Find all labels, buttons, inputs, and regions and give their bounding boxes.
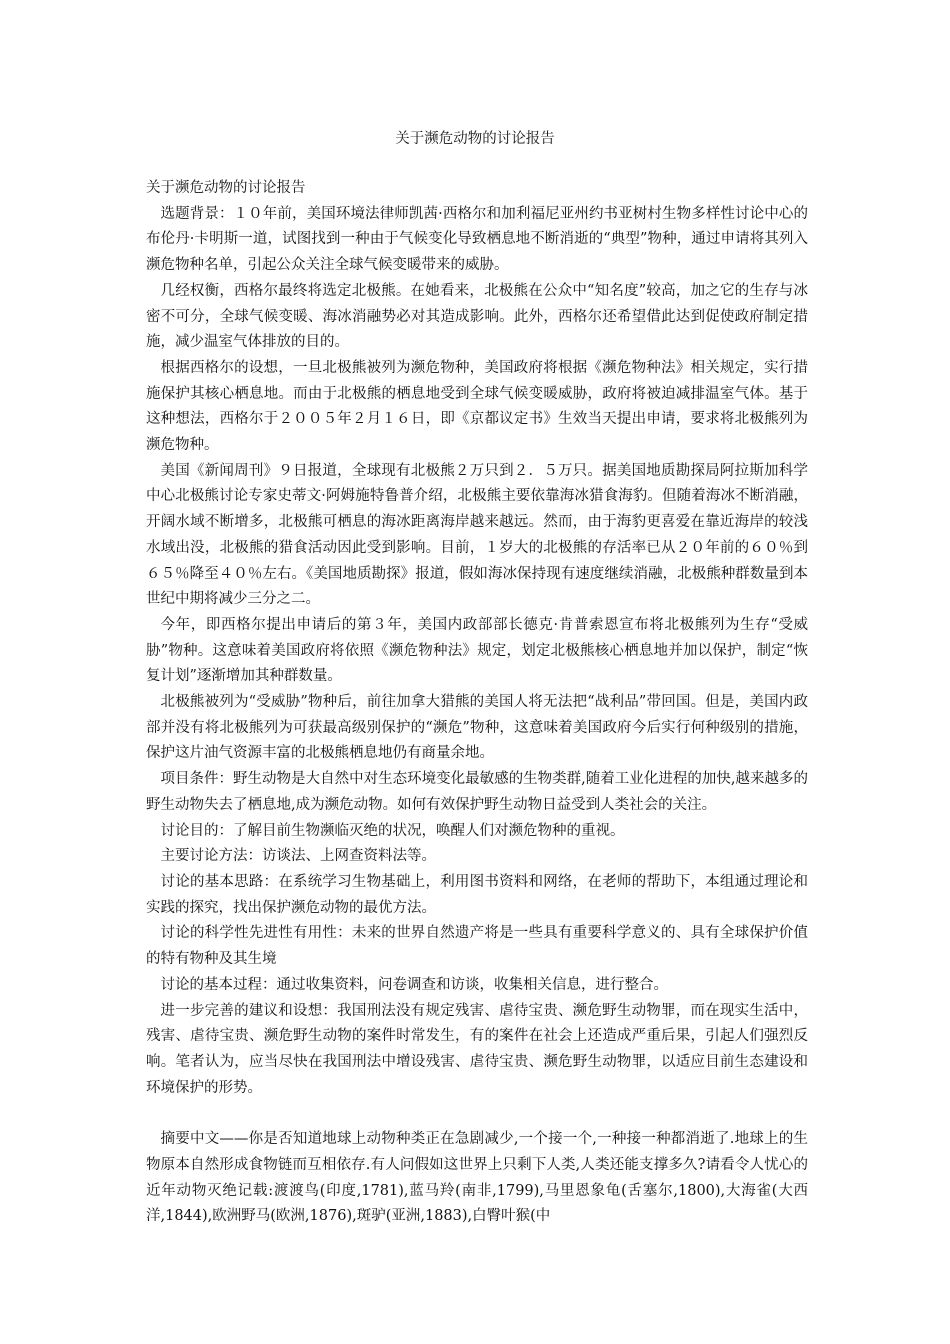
paragraph-methods: 主要讨论方法：访谈法、上网查资料法等。 bbox=[160, 848, 436, 865]
paragraph-purpose: 讨论目的：了解目前生物濒临灭绝的状况，唤醒人们对濒危物种的重视。 bbox=[160, 822, 625, 839]
paragraph-background: 选题背景：１０年前，美国环境法律师凯茜·西格尔和加利福尼亚州约书亚树村生物多样性讨论中心的布伦丹·卡明斯一道，试图找到一种由于气候变化导致栖息地不断消逝的“典型”物种，通过申请将其列入濒危物种名单，引起公众关注全球气候变暖带来的威胁。 bbox=[146, 205, 808, 274]
paragraph-abstract: 摘要中文——你是否知道地球上动物种类正在急剧减少,一个接一个,一种接一种都消逝了.地球上的生物原本自然形成食物链而互相依存.有人问假如这世界上只剩下人类,人类还能支撑多久?请看令人忧心的近年动物灭绝记载:渡渡鸟(印度,1781),蓝马羚(南非,1799),马里恩象龟(舌塞尔,1800),大海雀(大西洋,1844),欧洲野马(欧洲,1876),斑驴(亚洲,1883),白臀叶猴(中 bbox=[146, 1131, 808, 1225]
paragraph-suggestions: 进一步完善的建议和设想：我国刑法没有规定残害、虐待宝贵、濒危野生动物罪，而在现实生活中，残害、虐待宝贵、濒危野生动物的案件时常发生，有的案件在社会上还造成严重后果，引起人们强烈反响。笔者认为，应当尽快在我国刑法中增设残害、虐待宝贵、濒危野生动物罪，以适应目前生态建设和环境保护的形势。 bbox=[146, 1002, 808, 1096]
page-title: 关于濒危动物的讨论报告 bbox=[395, 131, 555, 147]
paragraph-approach: 讨论的基本思路：在系统学习生物基础上，利用图书资料和网络，在老师的帮助下，本组通过理论和实践的探究，找出保护濒危动物的最优方法。 bbox=[146, 873, 808, 916]
paragraph-selection: 几经权衡，西格尔最终将选定北极熊。在她看来，北极熊在公众中“知名度”较高，加之它的生存与冰密不可分，全球气候变暖、海冰消融势必对其造成影响。此外，西格尔还希望借此达到促使政府制定措施，减少温室气体排放的目的。 bbox=[146, 282, 808, 351]
paragraph-gap bbox=[146, 1101, 808, 1127]
paragraph-consequences: 北极熊被列为“受威胁”物种后，前往加拿大猎熊的美国人将无法把“战利品”带回国。但是，美国内政部并没有将北极熊列为可获最高级别保护的“濒危”物种，这意味着美国政府今后实行何种级别的措施，保护这片油气资源丰富的北极熊栖息地仍有商量余地。 bbox=[146, 694, 808, 762]
paragraph-newsweek: 美国《新闻周刊》９日报道，全球现有北极熊２万只到２．５万只。据美国地质勘探局阿拉斯加科学中心北极熊讨论专家史蒂文·阿姆施特鲁普介绍，北极熊主要依靠海冰猎食海豹。但随着海冰不断消融，开阔水域不断增多，北极熊可栖息的海冰距离海岸越来越远。然而，由于海豹更喜爱在靠近海岸的较浅水域出没，北极熊的猎食活动因此受到影响。目前，１岁大的北极熊的存活率已从２０年前的６０％到６５％降至４０％左右。《美国地质勘探》报道，假如海冰保持现有速度继续消融，北极熊种群数量到本世纪中期将减少三分之二。 bbox=[146, 462, 808, 608]
paragraph-plan: 根据西格尔的设想，一旦北极熊被列为濒危物种，美国政府将根据《濒危物种法》相关规定，实行措施保护其核心栖息地。而由于北极熊的栖息地受到全球气候变暖威胁，政府将被迫减排温室气体。基于这种想法，西格尔于２００５年２月１６日，即《京都议定书》生效当天提出申请，要求将北极熊列为濒危物种。 bbox=[146, 359, 808, 454]
document-body bbox=[146, 176, 808, 1230]
paragraph-process: 讨论的基本过程：通过收集资料，问卷调查和访谈，收集相关信息，进行整合。 bbox=[160, 976, 668, 993]
paragraph-significance: 讨论的科学性先进性有用性：未来的世界自然遗产将是一些具有重要科学意义的、具有全球保护价值的特有物种及其生境 bbox=[146, 925, 808, 968]
paragraph-threatened-listing: 今年，即西格尔提出申请后的第３年，美国内政部部长德克·肯普索恩宣布将北极熊列为生存“受威胁”物种。这意味着美国政府将依照《濒危物种法》规定，划定北极熊核心栖息地并加以保护，制定“恢复计划”逐渐增加其种群数量。 bbox=[146, 616, 808, 685]
section-heading: 关于濒危动物的讨论报告 bbox=[146, 180, 306, 196]
paragraph-project-conditions: 项目条件：野生动物是大自然中对生态环境变化最敏感的生物类群,随着工业化进程的加快,越来越多的野生动物失去了栖息地,成为濒危动物。如何有效保护野生动物日益受到人类社会的关注。 bbox=[146, 771, 808, 813]
